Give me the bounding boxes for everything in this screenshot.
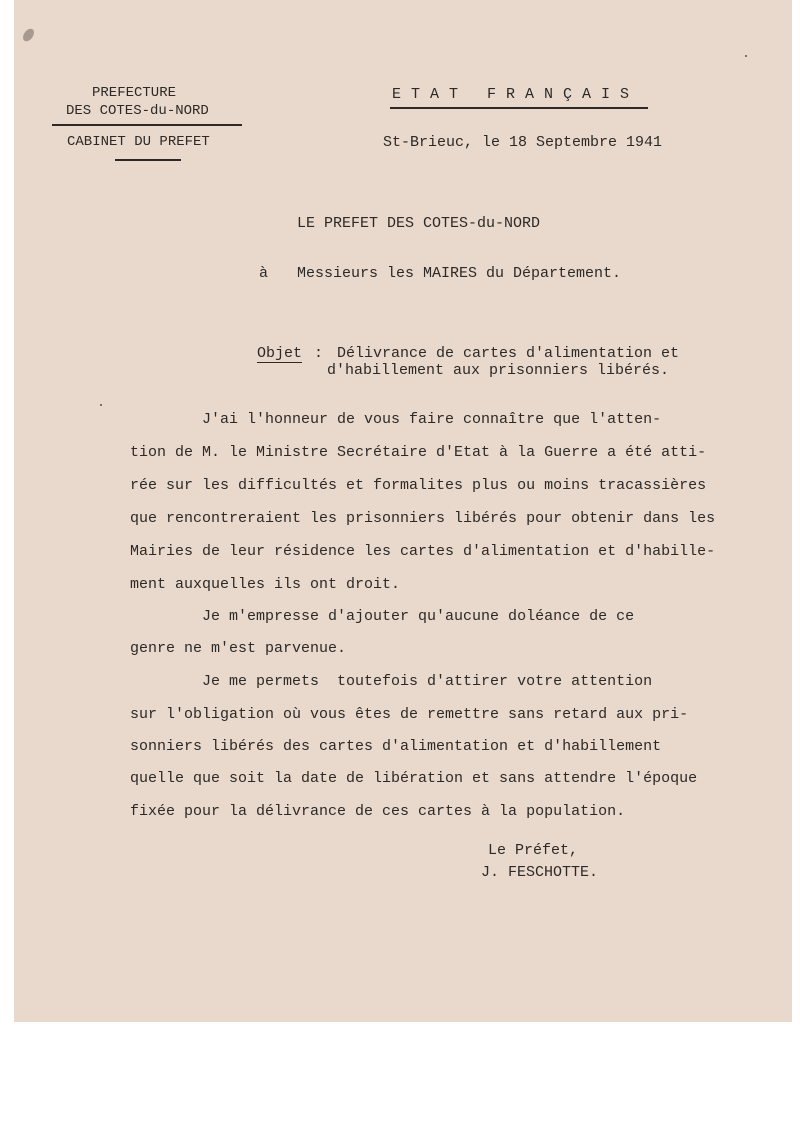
body-line: sonniers libérés des cartes d'alimentation et d'habillement <box>130 738 662 755</box>
recipient-line: Messieurs les MAIRES du Département. <box>297 265 622 282</box>
subject-line-1: Délivrance de cartes d'alimentation et <box>337 345 680 362</box>
cabinet-underline <box>115 159 181 161</box>
body-line: J'ai l'honneur de vous faire connaître que l'atten- <box>130 411 662 428</box>
body-line: que rencontreraient les prisonniers libérés pour obtenir dans les <box>130 510 716 527</box>
recipient-prefix: à <box>259 265 269 282</box>
body-line: Je me permets toutefois d'attirer votre attention <box>130 673 653 690</box>
place-date: St-Brieuc, le 18 Septembre 1941 <box>383 134 663 151</box>
subject-label: Objet <box>257 345 303 362</box>
body-line: quelle que soit la date de libération et sans attendre l'époque <box>130 770 698 787</box>
sender-line: LE PREFET DES COTES-du-NORD <box>297 215 541 232</box>
body-line: sur l'obligation où vous êtes de remettre sans retard aux pri- <box>130 706 689 723</box>
body-line: tion de M. le Ministre Secrétaire d'Etat à la Guerre a été atti- <box>130 444 707 461</box>
department-label: DES COTES-du-NORD <box>66 103 209 119</box>
header-rule <box>52 124 242 126</box>
state-underline <box>390 107 648 109</box>
body-line: genre ne m'est parvenue. <box>130 640 347 657</box>
body-line: Je m'empresse d'ajouter qu'aucune doléance de ce <box>130 608 635 625</box>
subject-separator: : <box>314 345 324 362</box>
prefecture-label: PREFECTURE <box>92 85 177 101</box>
paper-speck <box>100 404 102 406</box>
state-heading: E T A T F R A N Ç A I S <box>392 86 630 103</box>
body-line: ment auxquelles ils ont droit. <box>130 576 401 593</box>
paper-speck <box>745 55 747 57</box>
subject-line-2: d'habillement aux prisonniers libérés. <box>327 362 670 379</box>
cabinet-label: CABINET DU PREFET <box>67 134 210 150</box>
body-line: rée sur les difficultés et formalites plus ou moins tracassières <box>130 477 707 494</box>
body-line: fixée pour la délivrance de ces cartes à la population. <box>130 803 626 820</box>
signature-title: Le Préfet, <box>488 842 579 859</box>
signature-name: J. FESCHOTTE. <box>481 864 599 881</box>
body-line: Mairies de leur résidence les cartes d'alimentation et d'habille- <box>130 543 716 560</box>
